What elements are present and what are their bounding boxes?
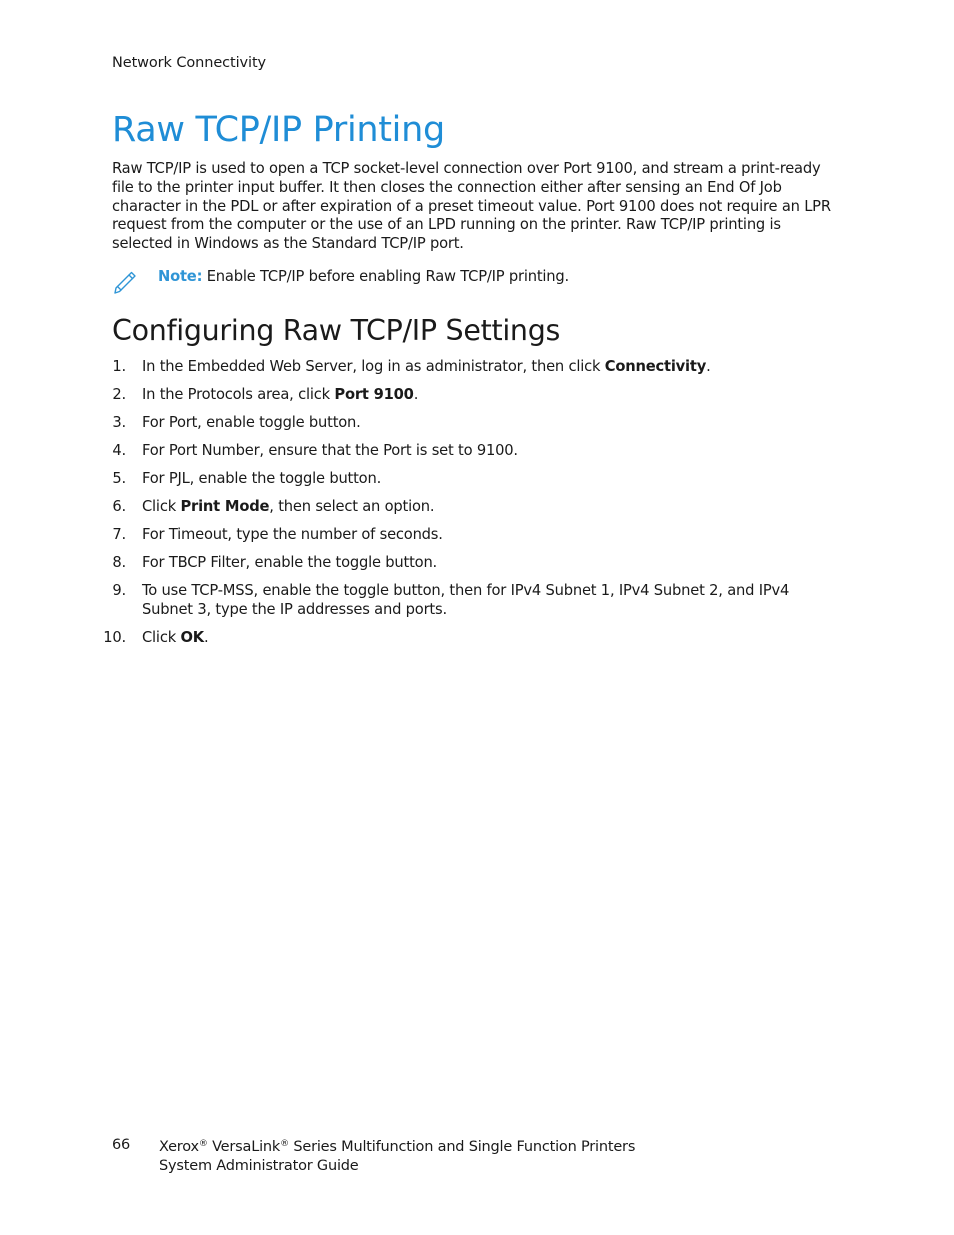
step-item [96,526,842,545]
step-number: 6. [112,497,126,515]
step-item [96,498,842,517]
step-text-end: . [413,385,419,403]
step-number: 4. [112,441,126,459]
step-item [96,386,842,405]
step-text: For Timeout, type the number of seconds. [142,525,443,543]
step-item [96,358,842,377]
footer-line-1: Xerox® VersaLink® Series Multifunction and Single Function Printers [159,1139,636,1155]
step-item [96,554,842,573]
footer-line-2: System Administrator Guide [159,1158,359,1174]
footer-text [159,1138,635,1176]
step-number: 10. [103,628,126,646]
note-body: Enable TCP/IP before enabling Raw TCP/IP printing. [206,268,569,285]
step-text: In the Protocols area, click [142,385,335,403]
note-block [112,266,842,296]
step-text: For PJL, enable the toggle button. [142,469,382,487]
step-text: For Port Number, ensure that the Port is set to 9100. [142,441,518,459]
step-number: 5. [112,469,126,487]
note-label: Note: [158,268,203,285]
step-item [96,582,842,620]
step-item [96,442,842,461]
step-text: In the Embedded Web Server, log in as administrator, then click [142,358,605,375]
step-text: For TBCP Filter, enable the toggle button. [142,553,438,571]
step-number: 7. [112,525,126,543]
step-item [96,414,842,433]
step-text: For Port, enable toggle button. [142,413,361,431]
running-header: Network Connectivity [112,55,267,71]
step-number: 2. [112,385,126,403]
step-item [96,470,842,489]
page-number: 66 [112,1137,131,1153]
step-text-end: . [706,358,711,375]
steps-list [96,358,842,657]
step-number: 3. [112,413,126,431]
intro-paragraph: Raw TCP/IP is used to open a TCP socket-level connection over Port 9100, and stream a print-ready file to the printer input buffer. It then closes the connection either after sensing an End Of Job character in the PDL or after expiration of a preset timeout value. Port 9100 does not require an LPR request from the computer or the use of an LPD running on the printer. Raw TCP/IP printing is selected in Windows as the Standard TCP/IP port. [112,160,831,253]
step-text: Click [142,628,181,646]
note-text [158,268,569,287]
step-item [96,629,842,648]
step-text: Click [142,497,181,515]
page-title: Raw TCP/IP Printing [112,110,445,150]
step-ui-term: Print Mode [180,497,270,515]
step-ui-term: OK [180,628,204,646]
pencil-icon [112,268,138,294]
step-ui-term: Port 9100 [334,385,414,403]
step-text-end: , then select an option. [269,497,435,515]
step-number: 8. [112,553,126,571]
step-number: 1. [112,358,126,375]
step-number: 9. [112,581,126,599]
step-text-end: . [203,628,209,646]
step-text: To use TCP-MSS, enable the toggle button, then for IPv4 Subnet 1, IPv4 Subnet 2, and IPv4 Subnet 3, type the IP addresses and ports. [142,581,790,618]
section-title: Configuring Raw TCP/IP Settings [112,314,561,347]
step-ui-term: Connectivity [604,358,707,375]
